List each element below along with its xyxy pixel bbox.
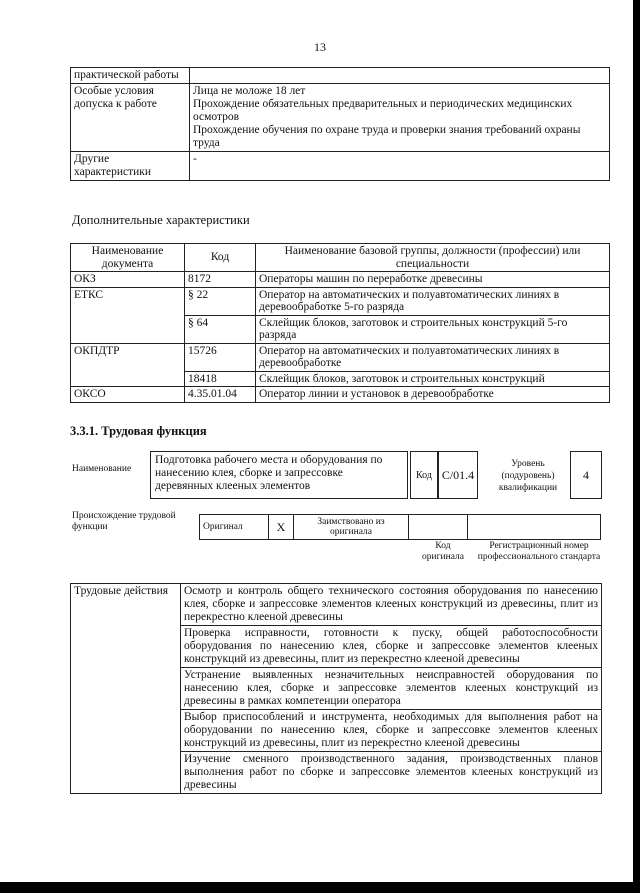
- function-name: Подготовка рабочего места и оборудования по нанесению клея, сборке и запрессовке деревянных клееных элементов: [150, 451, 408, 499]
- name-cell: Оператор на автоматических и полуавтоматических линиях в деревообработке 5-го разряда: [256, 287, 610, 315]
- row-label: практической работы: [71, 68, 190, 84]
- doc-cell: ОКПДТР: [71, 343, 185, 387]
- row-value: -: [190, 152, 610, 181]
- name-cell: Склейщик блоков, заготовок и строительных конструкций: [256, 371, 610, 387]
- function-title: 3.3.1. Трудовая функция: [70, 424, 207, 438]
- additional-characteristics-table: [70, 243, 610, 403]
- code-cell: 8172: [185, 272, 256, 288]
- table-row: [71, 84, 610, 152]
- original-mark: X: [269, 515, 294, 540]
- labor-actions-table: [70, 583, 602, 794]
- table-row: [71, 343, 610, 371]
- table-row: [71, 387, 610, 403]
- table-header-row: [71, 244, 610, 272]
- table-row: [71, 272, 610, 288]
- table-row: [71, 584, 602, 626]
- conditions-table: [70, 67, 610, 181]
- name-cell: Оператор на автоматических и полуавтоматических линиях в деревообработке: [256, 343, 610, 371]
- function-code: C/01.4: [438, 451, 478, 499]
- row-label: Другие характеристики: [71, 152, 190, 181]
- table-row: [71, 152, 610, 181]
- code-cell: 4.35.01.04: [185, 387, 256, 403]
- table-row: [71, 287, 610, 315]
- row-value: [190, 68, 610, 84]
- code-cell: 18418: [185, 371, 256, 387]
- name-label: Наименование: [72, 464, 132, 474]
- doc-cell: ОКЗ: [71, 272, 185, 288]
- scan-edge-right: [633, 0, 640, 893]
- column-header: Наименование базовой группы, должности (профессии) или специальности: [256, 244, 610, 272]
- column-header: Наименование документа: [71, 244, 185, 272]
- actions-label: Трудовые действия: [71, 584, 181, 794]
- qualification-level: 4: [570, 451, 602, 499]
- doc-cell: ЕТКС: [71, 287, 185, 343]
- action-cell: Осмотр и контроль общего технического состояния оборудования по нанесению клея, сборке и запрессовке элементов клееных конструкций из древесины, плит из перекрестно клееной древесины: [181, 584, 602, 626]
- row-value: Лица не моложе 18 лет Прохождение обязательных предварительных и периодических медицинских осмотров Прохождение обучения по охране труда и проверки знания требований охраны труда: [190, 84, 610, 152]
- section-heading: Дополнительные характеристики: [72, 213, 250, 227]
- reg-number-cell: [468, 515, 601, 540]
- origin-table: [199, 514, 601, 540]
- action-cell: Изучение сменного производственного задания, производственных планов выполнения работ по сборке и запрессовке элементов клееных конструкций из древесины: [181, 752, 602, 794]
- code-original-cell: [409, 515, 468, 540]
- code-label: Код: [410, 451, 438, 499]
- level-label: Уровень (подуровень) квалификации: [498, 459, 558, 493]
- borrowed-label: Заимствовано из оригинала: [294, 515, 409, 540]
- code-cell: 15726: [185, 343, 256, 371]
- action-cell: Проверка исправности, готовности к пуску, общей работоспособности оборудования по нанесению клея, сборке и запрессовке элементов клееных конструкций из древесины, плит из перекрестно клееной древесины: [181, 626, 602, 668]
- row-label: Особые условия допуска к работе: [71, 84, 190, 152]
- code-original-label: Код оригинала: [422, 541, 464, 562]
- scan-edge-bottom: [0, 882, 640, 893]
- name-cell: Склейщик блоков, заготовок и строительных конструкций 5-го разряда: [256, 315, 610, 343]
- original-label: Оригинал: [200, 515, 269, 540]
- column-header: Код: [185, 244, 256, 272]
- code-cell: § 22: [185, 287, 256, 315]
- origin-label: Происхождение трудовой функции: [72, 511, 176, 532]
- page-number: 13: [314, 40, 326, 54]
- table-row: [71, 68, 610, 84]
- reg-number-label: Регистрационный номер профессионального стандарта: [477, 541, 601, 562]
- name-cell: Операторы машин по переработке древесины: [256, 272, 610, 288]
- action-cell: Выбор приспособлений и инструмента, необходимых для выполнения работ на оборудовании по нанесению клея, сборке и запрессовке элементов клееных конструкций из древесины, плит из перекрестно клееной древесины: [181, 710, 602, 752]
- doc-cell: ОКСО: [71, 387, 185, 403]
- code-cell: § 64: [185, 315, 256, 343]
- action-cell: Устранение выявленных незначительных неисправностей оборудования по нанесению клея, сборке и запрессовке элементов клееных конструкций из древесины в рамках компетенции оператора: [181, 668, 602, 710]
- table-row: [200, 515, 601, 540]
- name-cell: Оператор линии и установок в деревообработке: [256, 387, 610, 403]
